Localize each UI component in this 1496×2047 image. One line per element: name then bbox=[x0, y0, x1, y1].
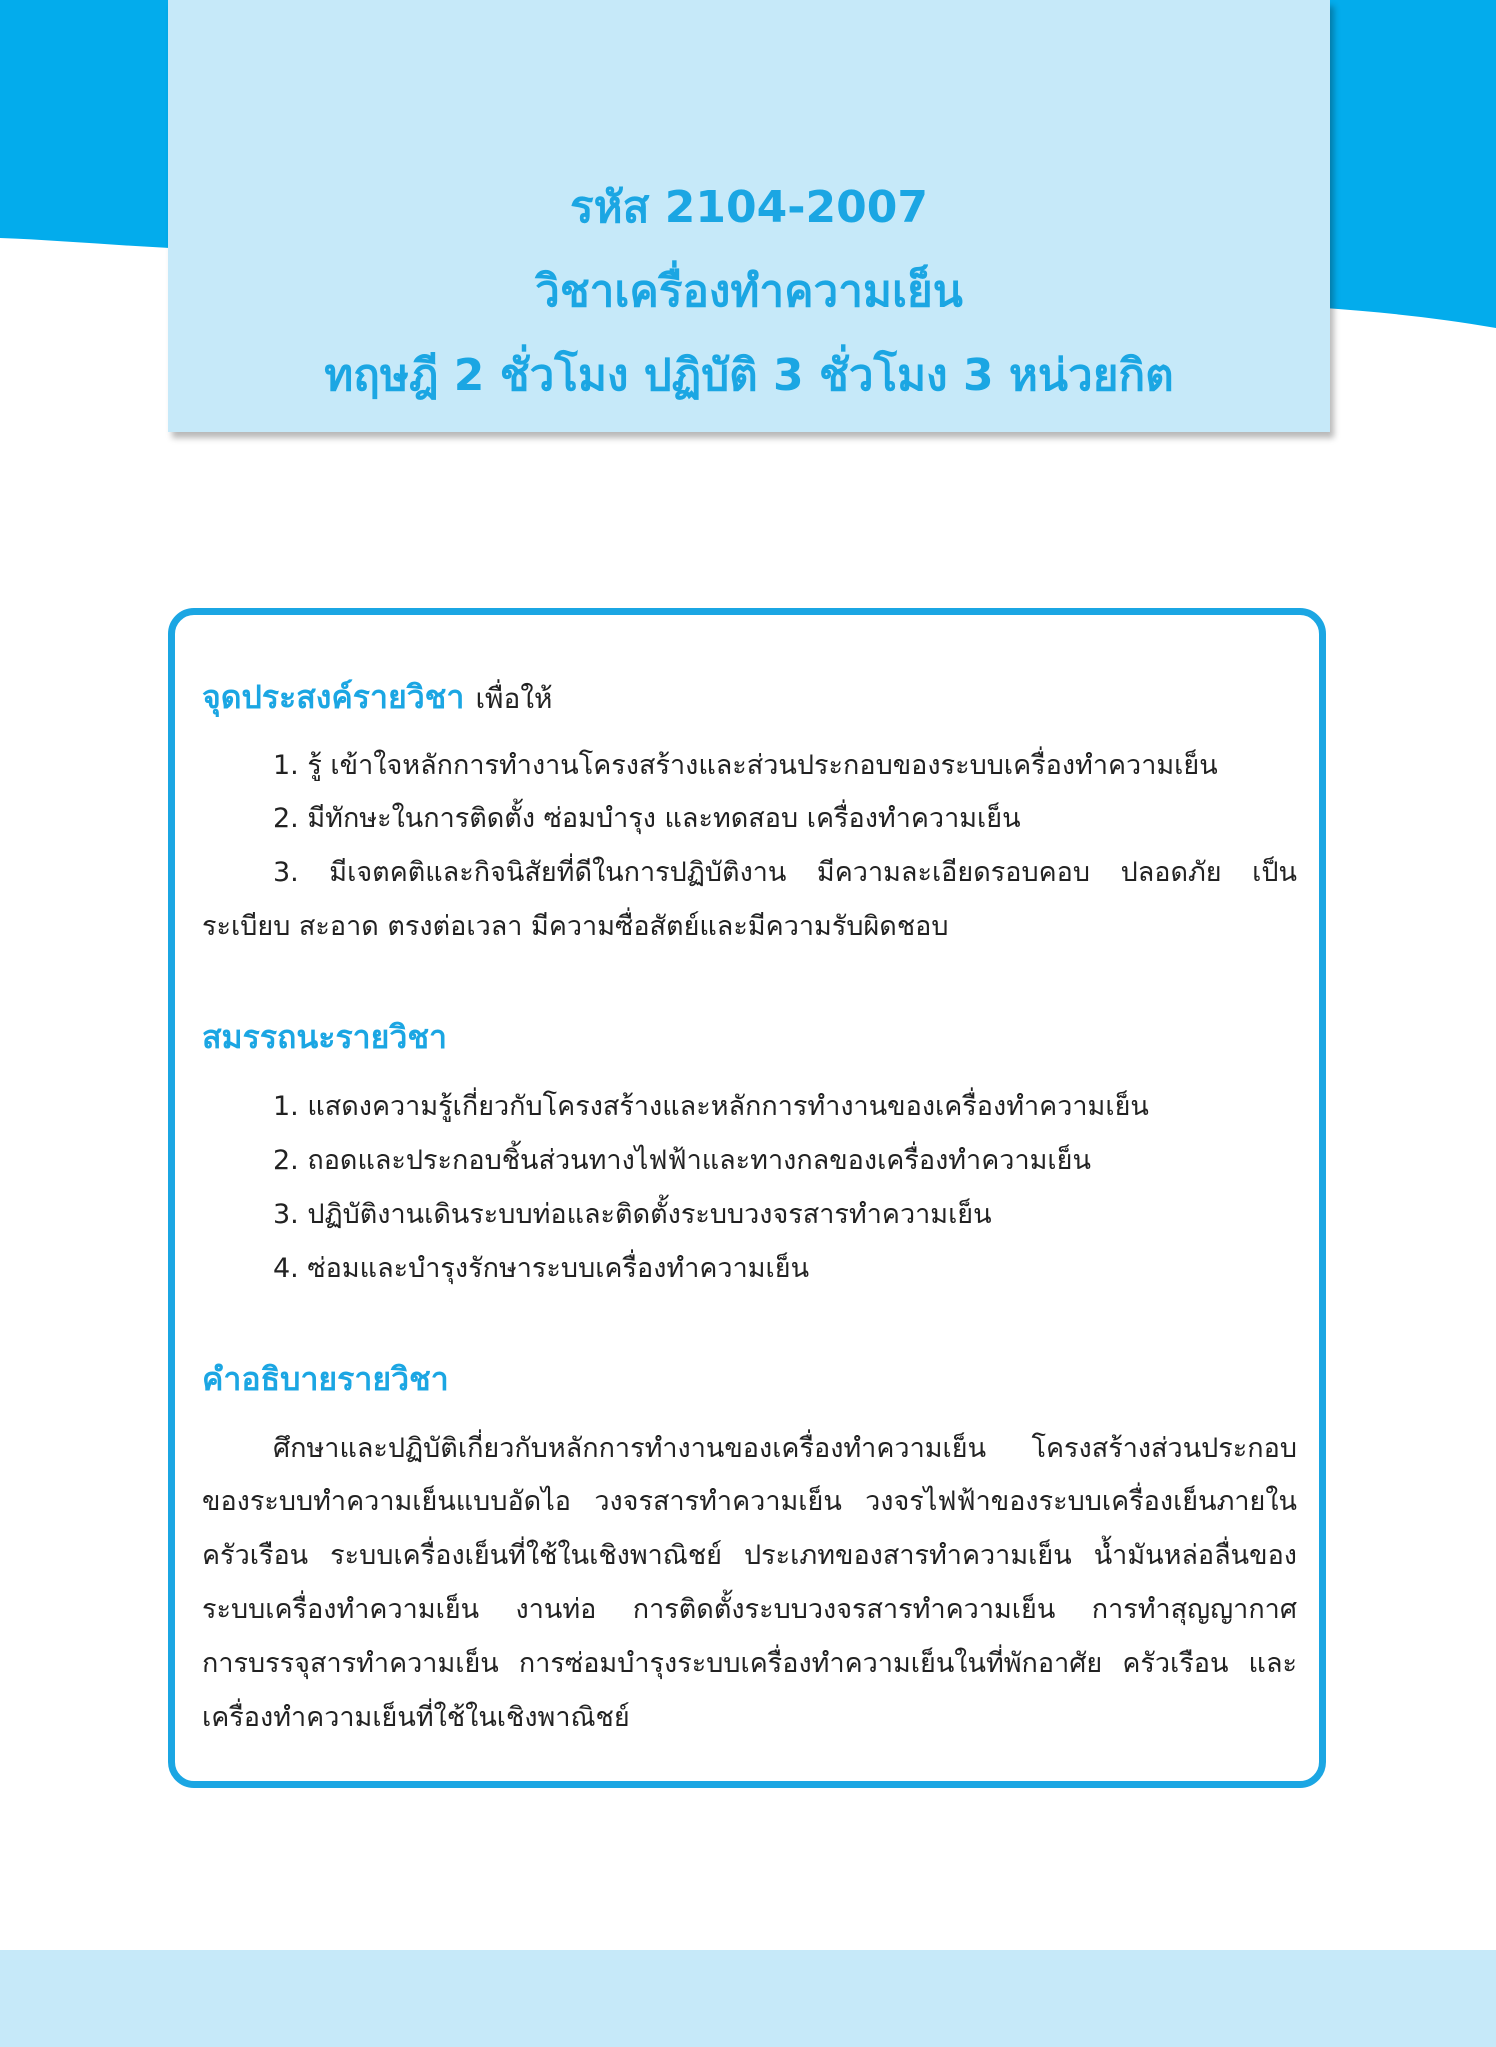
objectives-heading bbox=[202, 674, 552, 722]
course-hours: ทฤษฎี 2 ชั่วโมง ปฏิบัติ 3 ชั่วโมง 3 หน่วยกิต bbox=[324, 350, 1174, 401]
description-line: ของระบบทำความเย็นแบบอัดไอ วงจรสารทำความเย็น วงจรไฟฟ้าของระบบเครื่องเย็นภายใน bbox=[202, 1486, 1297, 1517]
description-line: ระบบเครื่องทำความเย็น งานท่อ การติดตั้งระบบวงจรสารทำความเย็น การทำสุญญากาศ bbox=[202, 1594, 1297, 1625]
competencies-title: สมรรถนะรายวิชา bbox=[202, 1018, 447, 1056]
objectives-suffix: เพื่อให้ bbox=[475, 682, 553, 715]
objective-item-continued: ระเบียบ สะอาด ตรงต่อเวลา มีความซื่อสัตย์และมีความรับผิดชอบ bbox=[202, 911, 949, 942]
header-card bbox=[168, 0, 1330, 432]
competency-item: 2. ถอดและประกอบชิ้นส่วนทางไฟฟ้าและทางกลของเครื่องทำความเย็น bbox=[273, 1145, 1091, 1176]
wave-left bbox=[0, 0, 170, 248]
bottom-band bbox=[0, 1950, 1496, 2047]
description-line: เครื่องทำความเย็นที่ใช้ในเชิงพาณิชย์ bbox=[202, 1702, 630, 1733]
description-line: ศึกษาและปฏิบัติเกี่ยวกับหลักการทำงานของเครื่องทำความเย็น โครงสร้างส่วนประกอบ bbox=[273, 1433, 1297, 1464]
wave-right bbox=[1325, 0, 1496, 328]
description-title: คำอธิบายรายวิชา bbox=[202, 1360, 449, 1398]
competency-item: 1. แสดงความรู้เกี่ยวกับโครงสร้างและหลักการทำงานของเครื่องทำความเย็น bbox=[273, 1091, 1149, 1122]
objective-item: 3. มีเจตคติและกิจนิสัยที่ดีในการปฏิบัติงาน มีความละเอียดรอบคอบ ปลอดภัย เป็น bbox=[273, 857, 1297, 888]
competency-item: 4. ซ่อมและบำรุงรักษาระบบเครื่องทำความเย็น bbox=[273, 1253, 810, 1284]
description-line: ครัวเรือน ระบบเครื่องเย็นที่ใช้ในเชิงพาณิชย์ ประเภทของสารทำความเย็น น้ำมันหล่อลื่นของ bbox=[202, 1540, 1297, 1571]
course-details-box bbox=[168, 608, 1326, 1788]
description-line: การบรรจุสารทำความเย็น การซ่อมบำรุงระบบเครื่องทำความเย็นในที่พักอาศัย ครัวเรือน และ bbox=[202, 1648, 1297, 1679]
objective-item: 2. มีทักษะในการติดตั้ง ซ่อมบำรุง และทดสอบ เครื่องทำความเย็น bbox=[273, 803, 1021, 834]
course-subject: วิชาเครื่องทำความเย็น bbox=[535, 266, 963, 317]
course-code: รหัส 2104-2007 bbox=[570, 182, 928, 233]
competency-item: 3. ปฏิบัติงานเดินระบบท่อและติดตั้งระบบวงจรสารทำความเย็น bbox=[273, 1199, 992, 1230]
objectives-title: จุดประสงค์รายวิชา bbox=[202, 678, 465, 716]
objective-item: 1. รู้ เข้าใจหลักการทำงานโครงสร้างและส่วนประกอบของระบบเครื่องทำความเย็น bbox=[273, 750, 1218, 781]
